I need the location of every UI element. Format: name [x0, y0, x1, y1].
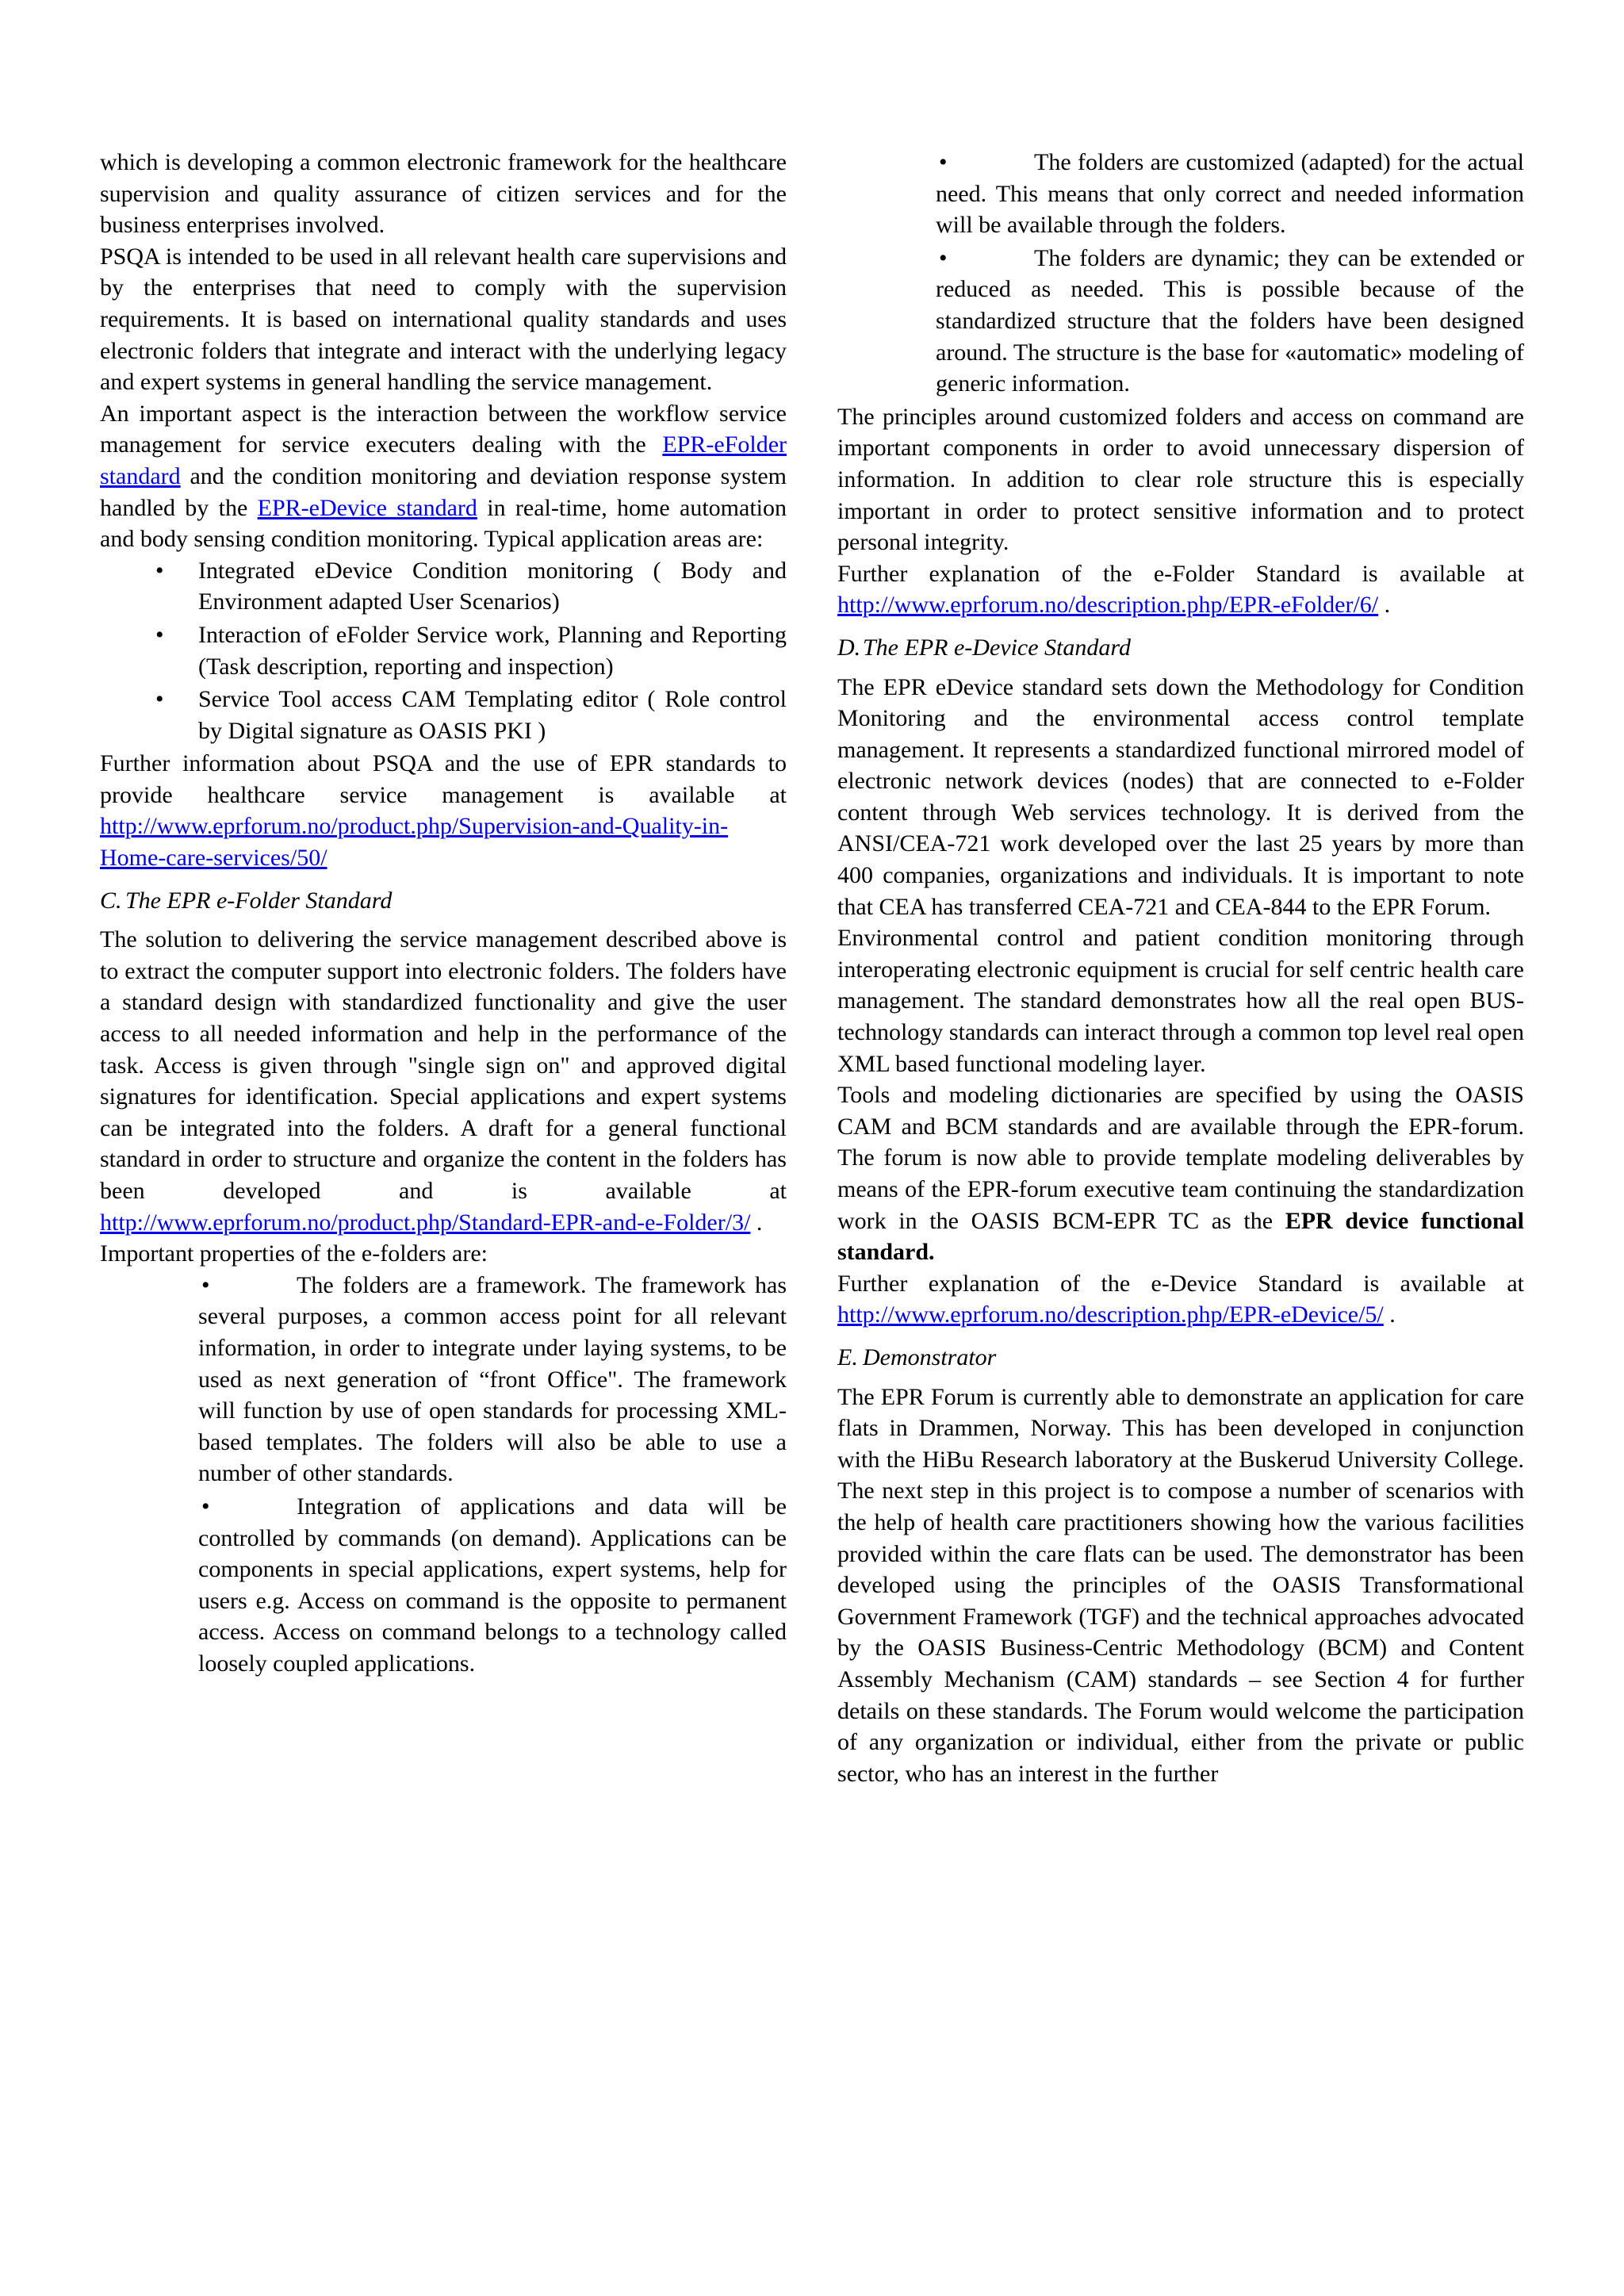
list-item: • Interaction of eFolder Service work, Planning and Reporting (Task description, reporting and inspection)	[100, 619, 787, 682]
list-item: • The folders are dynamic; they can be extended or reduced as needed. This is possible because of the standardized structure that the folders have been designed around. The structure is the base for «automatic» modeling of generic information.	[837, 243, 1524, 400]
efolder-standard-link[interactable]: http://www.eprforum.no/product.php/Standard-EPR-and-e-Folder/3/	[100, 1209, 751, 1236]
epr-efolder-link[interactable]: EPR-eFolder standard	[100, 431, 787, 489]
bullet-icon: •	[155, 557, 164, 584]
list-item: • Integrated eDevice Condition monitoring ( Body and Environment adapted User Scenarios)	[100, 555, 787, 618]
bullet-icon: •	[155, 686, 164, 713]
efolder-properties-list-continued	[837, 147, 1524, 400]
paragraph: which is developing a common electronic framework for the healthcare supervision and quality assurance of citizen services and for the business enterprises involved.	[100, 149, 787, 239]
application-areas-list	[100, 555, 787, 747]
paragraph: The principles around customized folders and access on command are important components in order to avoid unnecessary dispersion of information. In addition to clear role structure this is especially important in order to protect sensitive information and to protect personal integrity.	[837, 403, 1524, 556]
section-e-heading: E. Demonstrator	[837, 1343, 997, 1370]
left-column	[100, 147, 787, 1681]
bullet-icon: •	[939, 149, 948, 175]
paragraph: Important properties of the e-folders are:	[100, 1240, 488, 1267]
paragraph: The EPR Forum is currently able to demonstrate an application for care flats in Drammen, Norway. This has been developed in conjunction with the HiBu Research laboratory at the Buskerud University College. The next step in this project is to compose a number of scenarios with the help of health care practitioners showing how the various facilities provided within the care flats can be used. The demonstrator has been developed using the principles of the OASIS Transformational Government Framework (TGF) and the technical approaches advocated by the OASIS Business-Centric Methodology (BCM) and Content Assembly Mechanism (CAM) standards – see Section 4 for further details on these standards. The Forum would welcome the participation of any organization or individual, either from the private or public sector, who has an interest in the further	[837, 1383, 1524, 1787]
paragraph: The EPR eDevice standard sets down the Methodology for Condition Monitoring and the environmental access control template management. It represents a standardized functional mirrored model of electronic network devices (nodes) that are connected to e-Folder content through Web services technology. It is derived from the ANSI/CEA-721 work developed over the last 25 years by more than 400 companies, organizations and individuals. It is important to note that CEA has transferred CEA-721 and CEA-844 to the EPR Forum.	[837, 673, 1524, 920]
paragraph: PSQA is intended to be used in all relevant health care supervisions and by the enterprises that need to comply with the supervision requirements. It is based on international quality standards and uses electronic folders that integrate and interact with the underlying legacy and expert systems in general handling the service management.	[100, 243, 787, 396]
efolder-properties-list	[100, 1270, 787, 1680]
paragraph: Environmental control and patient condition monitoring through interoperating electronic equipment is crucial for self centric health care management. The standard demonstrates how all the real open BUS-technology standards can interact through a common top level real open XML based functional modeling layer.	[837, 925, 1524, 1077]
bullet-icon: •	[939, 244, 948, 271]
bullet-icon: •	[155, 621, 164, 648]
epr-edevice-link[interactable]: EPR-eDevice standard	[257, 494, 477, 521]
edevice-description-link[interactable]: http://www.eprforum.no/description.php/EPR-eDevice/5/	[837, 1301, 1384, 1328]
right-column	[837, 147, 1524, 1789]
paragraph: The solution to delivering the service management described above is to extract the computer support into electronic folders. The folders have a standard design with standardized functionality and give the user access to all needed information and help in the performance of the task. Access is given through "single sign on" and approved digital signatures for identification. Special applications and expert systems can be integrated into the folders. A draft for a general functional standard in order to structure and organize the content in the folders has been developed and is available at http://www.eprforum.no/product.php/Standard-EPR-and-e-Folder/3/ .	[100, 926, 787, 1236]
efolder-description-link[interactable]: http://www.eprforum.no/description.php/EPR-eFolder/6/	[837, 592, 1379, 619]
psqa-link[interactable]: http://www.eprforum.no/product.php/Supervision-and-Quality-in-Home-care-services/50/	[100, 813, 729, 872]
paragraph: An important aspect is the interaction between the workflow service management for service executers dealing with the EPR-eFolder standard and the condition monitoring and deviation response system handled by the EPR-eDevice standard in real-time, home automation and body sensing condition monitoring. Typical application areas are:	[100, 400, 787, 553]
section-c-heading: C. The EPR e-Folder Standard	[100, 887, 393, 914]
list-item: • Integration of applications and data will be controlled by commands (on demand). Applications can be components in special applications, expert systems, help for users e.g. Access on command is the opposite to permanent access. Access on command belongs to a technology called loosely coupled applications.	[100, 1491, 787, 1680]
paragraph: Further explanation of the e-Folder Standard is available at http://www.eprforum.no/description.php/EPR-eFolder/6/ .	[837, 560, 1524, 619]
section-d-heading: D.The EPR e-Device Standard	[837, 634, 1131, 661]
bullet-icon: •	[201, 1493, 210, 1520]
paragraph: Further explanation of the e-Device Standard is available at http://www.eprforum.no/description.php/EPR-eDevice/5/ .	[837, 1270, 1524, 1328]
paragraph: Tools and modeling dictionaries are specified by using the OASIS CAM and BCM standards and are available through the EPR-forum. The forum is now able to provide template modeling deliverables by means of the EPR-forum executive team continuing the standardization work in the OASIS BCM-EPR TC as the EPR device functional standard.	[837, 1082, 1524, 1266]
list-item: • The folders are customized (adapted) for the actual need. This means that only correct and needed information will be available through the folders.	[837, 147, 1524, 241]
paragraph: Further information about PSQA and the use of EPR standards to provide healthcare service management is available at http://www.eprforum.no/product.php/Supervision-and-Quality-in-Home-care-services/50/	[100, 750, 787, 872]
list-item: • The folders are a framework. The framework has several purposes, a common access point for all relevant information, in order to integrate under laying systems, to be used as next generation of “front Office". The framework will function by use of open standards for processing XML-based templates. The folders will also be able to use a number of other standards.	[100, 1270, 787, 1489]
list-item: • Service Tool access CAM Templating editor ( Role control by Digital signature as OASIS PKI )	[100, 684, 787, 746]
bullet-icon: •	[201, 1271, 210, 1298]
